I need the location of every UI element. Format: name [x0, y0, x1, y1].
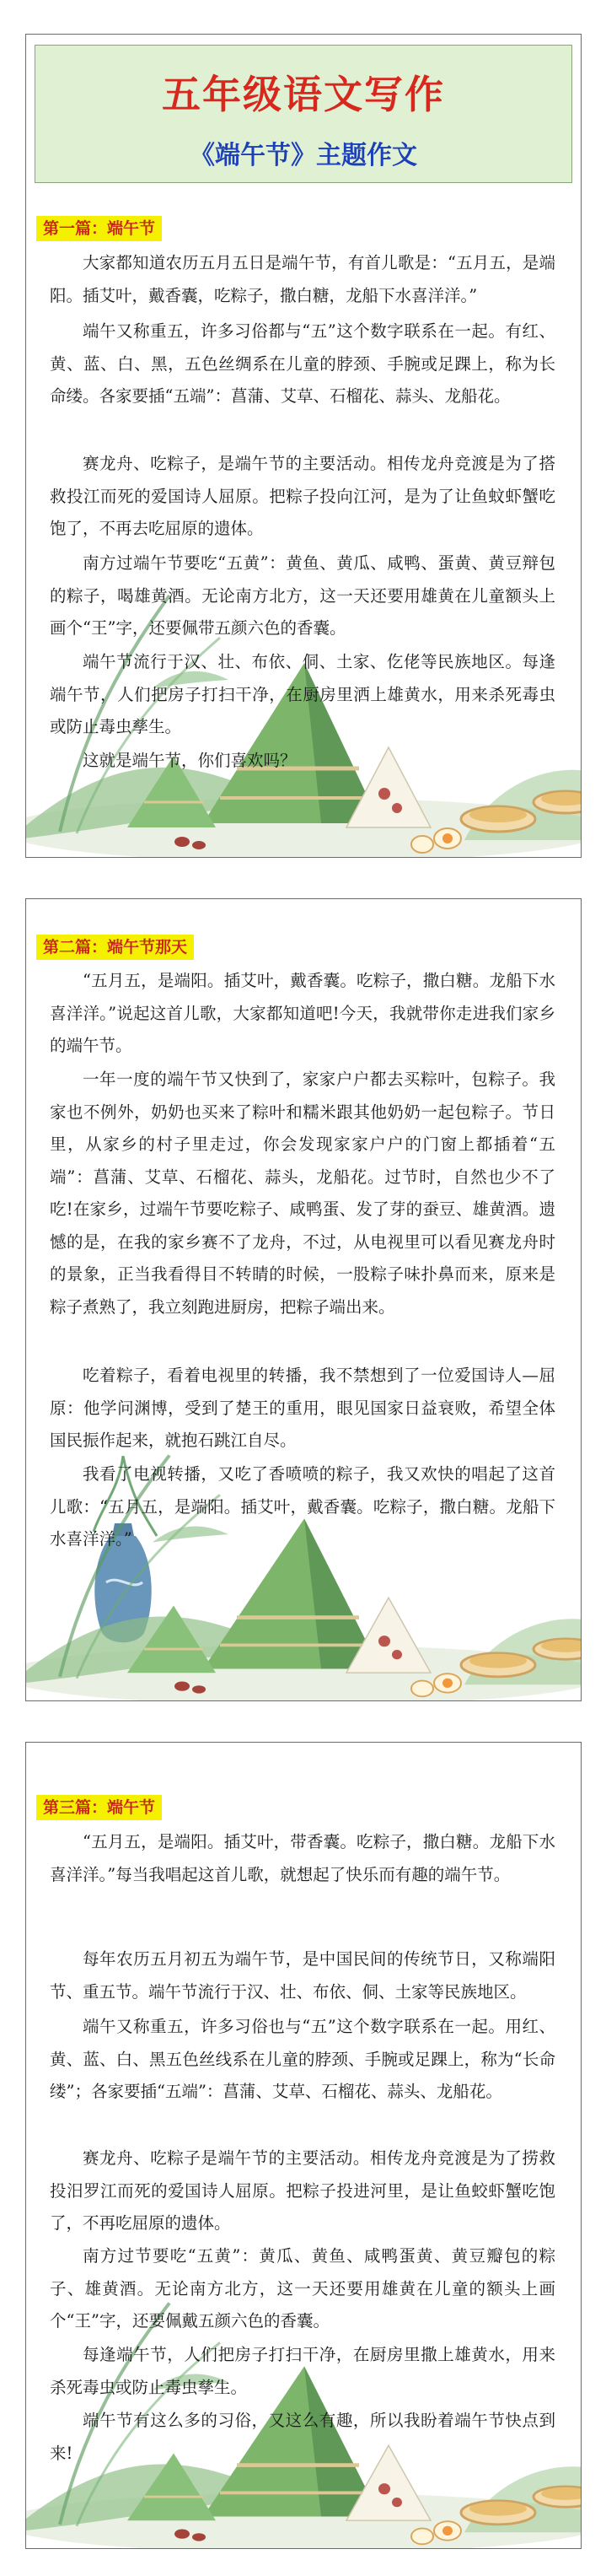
essay-1-paragraph: 这就是端午节，你们喜欢吗？: [83, 751, 297, 770]
essay-3-paragraph: 端午节有这么多的习俗，又这么有趣，所以我盼着端午节快点到来!: [50, 2411, 555, 2463]
essay-3-label: 第三篇：端午节: [36, 1795, 162, 1820]
essay-3-paragraph: “五月五，是端阳。插艾叶，带香囊。吃粽子，撒白糖。龙船下水喜洋洋。”每当我唱起这首儿歌，就想起了快乐而有趣的端午节。: [50, 1832, 555, 1884]
essay-3-paragraph: 每年农历五月初五为端午节，是中国民间的传统节日，又称端阳节、重五节。端午节流行于汉、壮、布依、侗、土家等民族地区。: [50, 1949, 555, 2002]
essay-3-paragraph: 南方过节要吃“五黄”：黄瓜、黄鱼、咸鸭蛋黄、黄豆瓣包的粽子、雄黄酒。无论南方北方，这一天还要用雄黄在儿童的额头上画个“王”字，还要佩戴五颜六色的香囊。: [50, 2246, 555, 2331]
essay-2-paragraph: 吃着粽子，看着电视里的转播，我不禁想到了一位爱国诗人—屈原：他学问渊博，受到了楚王的重用，眼见国家日益衰败，希望全体国民振作起来，就抱石跳江自尽。: [50, 1366, 555, 1450]
essay-1-label: 第一篇：端午节: [36, 216, 162, 241]
essay-card-3: [25, 1742, 582, 2549]
essay-3-paragraph: 赛龙舟、吃粽子是端午节的主要活动。相传龙舟竞渡是为了捞救投汨罗江而死的爱国诗人屈原。把粽子投进河里，是让鱼蛟虾蟹吃饱了，不再吃屈原的遗体。: [50, 2148, 555, 2233]
essay-1-paragraph: 大家都知道农历五月五日是端午节，有首儿歌是：“五月五，是端阳。插艾叶，戴香囊，吃粽子，撒白糖，龙船下水喜洋洋。”: [50, 253, 555, 305]
essay-card-2: [25, 898, 582, 1701]
essay-1-paragraph: 南方过端午节要吃“五黄”：黄鱼、黄瓜、咸鸭、蛋黄、黄豆辩包的粽子，喝雄黄酒。无论南方北方，这一天还要用雄黄在儿童额头上画个“王”字，还要佩带五颜六色的香囊。: [50, 553, 555, 638]
essay-3-paragraph: 端午又称重五，许多习俗也与“五”这个数字联系在一起。用红、黄、蓝、白、黑五色丝线系在儿童的脖颈、手腕或足踝上，称为“长命缕”；各家要插“五端”：菖蒲、艾草、石榴花、蒜头、龙船花。: [50, 2017, 555, 2101]
essay-2-paragraph: “五月五，是端阳。插艾叶，戴香囊。吃粽子，撒白糖。龙船下水喜洋洋。”说起这首儿歌，大家都知道吧!今天，我就带你走进我们家乡的端午节。: [50, 971, 555, 1055]
essay-1-paragraph: 端午节流行于汉、壮、布依、侗、土家、仡佬等民族地区。每逢端午节，人们把房子打扫干净，在厨房里洒上雄黄水，用来杀死毒虫或防止毒虫孳生。: [50, 652, 555, 736]
page-subtitle: 《端午节》主题作文: [190, 141, 417, 170]
header-banner: [35, 45, 572, 183]
essay-1-paragraph: 赛龙舟、吃粽子，是端午节的主要活动。相传龙舟竞渡是为了搭救投江而死的爱国诗人屈原。把粽子投向江河，是为了让鱼蚊虾蟹吃饱了，不再去吃屈原的遗体。: [50, 454, 555, 538]
essay-card-1: [25, 34, 582, 858]
essay-1-paragraph: 端午又称重五，许多习俗都与“五”这个数字联系在一起。有红、黄、蓝、白、黑，五色丝绸系在儿童的脖颈、手腕或足踝上，称为长命缕。各家要插“五端”：菖蒲、艾草、石榴花、蒜头、龙船花。: [50, 321, 555, 406]
essay-3-paragraph: 每逢端午节，人们把房子打扫干净，在厨房里撒上雄黄水，用来杀死毒虫或防止毒虫孳生。: [50, 2345, 555, 2397]
essay-2-label: 第二篇：端午节那天: [36, 935, 194, 960]
page-title: 五年级语文写作: [162, 72, 445, 117]
essay-2-paragraph: 一年一度的端午节又快到了，家家户户都去买粽叶，包粽子。我家也不例外，奶奶也买来了粽叶和糯米跟其他奶奶一起包粽子。节日里，从家乡的村子里走过，你会发现家家户户的门窗上都插着“五端”：菖蒲、艾草、石榴花、蒜头，龙船花。过节时，自然也少不了吃!在家乡，过端午节要吃粽子、咸鸭蛋、发了芽的蚕豆、雄黄酒。遗憾的是，在我的家乡赛不了龙舟，不过，从电视里可以看见赛龙舟时的景象，正当我看得目不转睛的时候，一股粽子味扑鼻而来，原来是粽子煮熟了，我立刻跑进厨房，把粽子端出来。: [50, 1070, 555, 1317]
essay-2-paragraph: 我看了电视转播，又吃了香喷喷的粽子，我又欢快的唱起了这首儿歌：“五月五，是端阳。插艾叶，戴香囊。吃粽子，撒白糖。龙船下水喜洋洋。”: [50, 1464, 555, 1549]
